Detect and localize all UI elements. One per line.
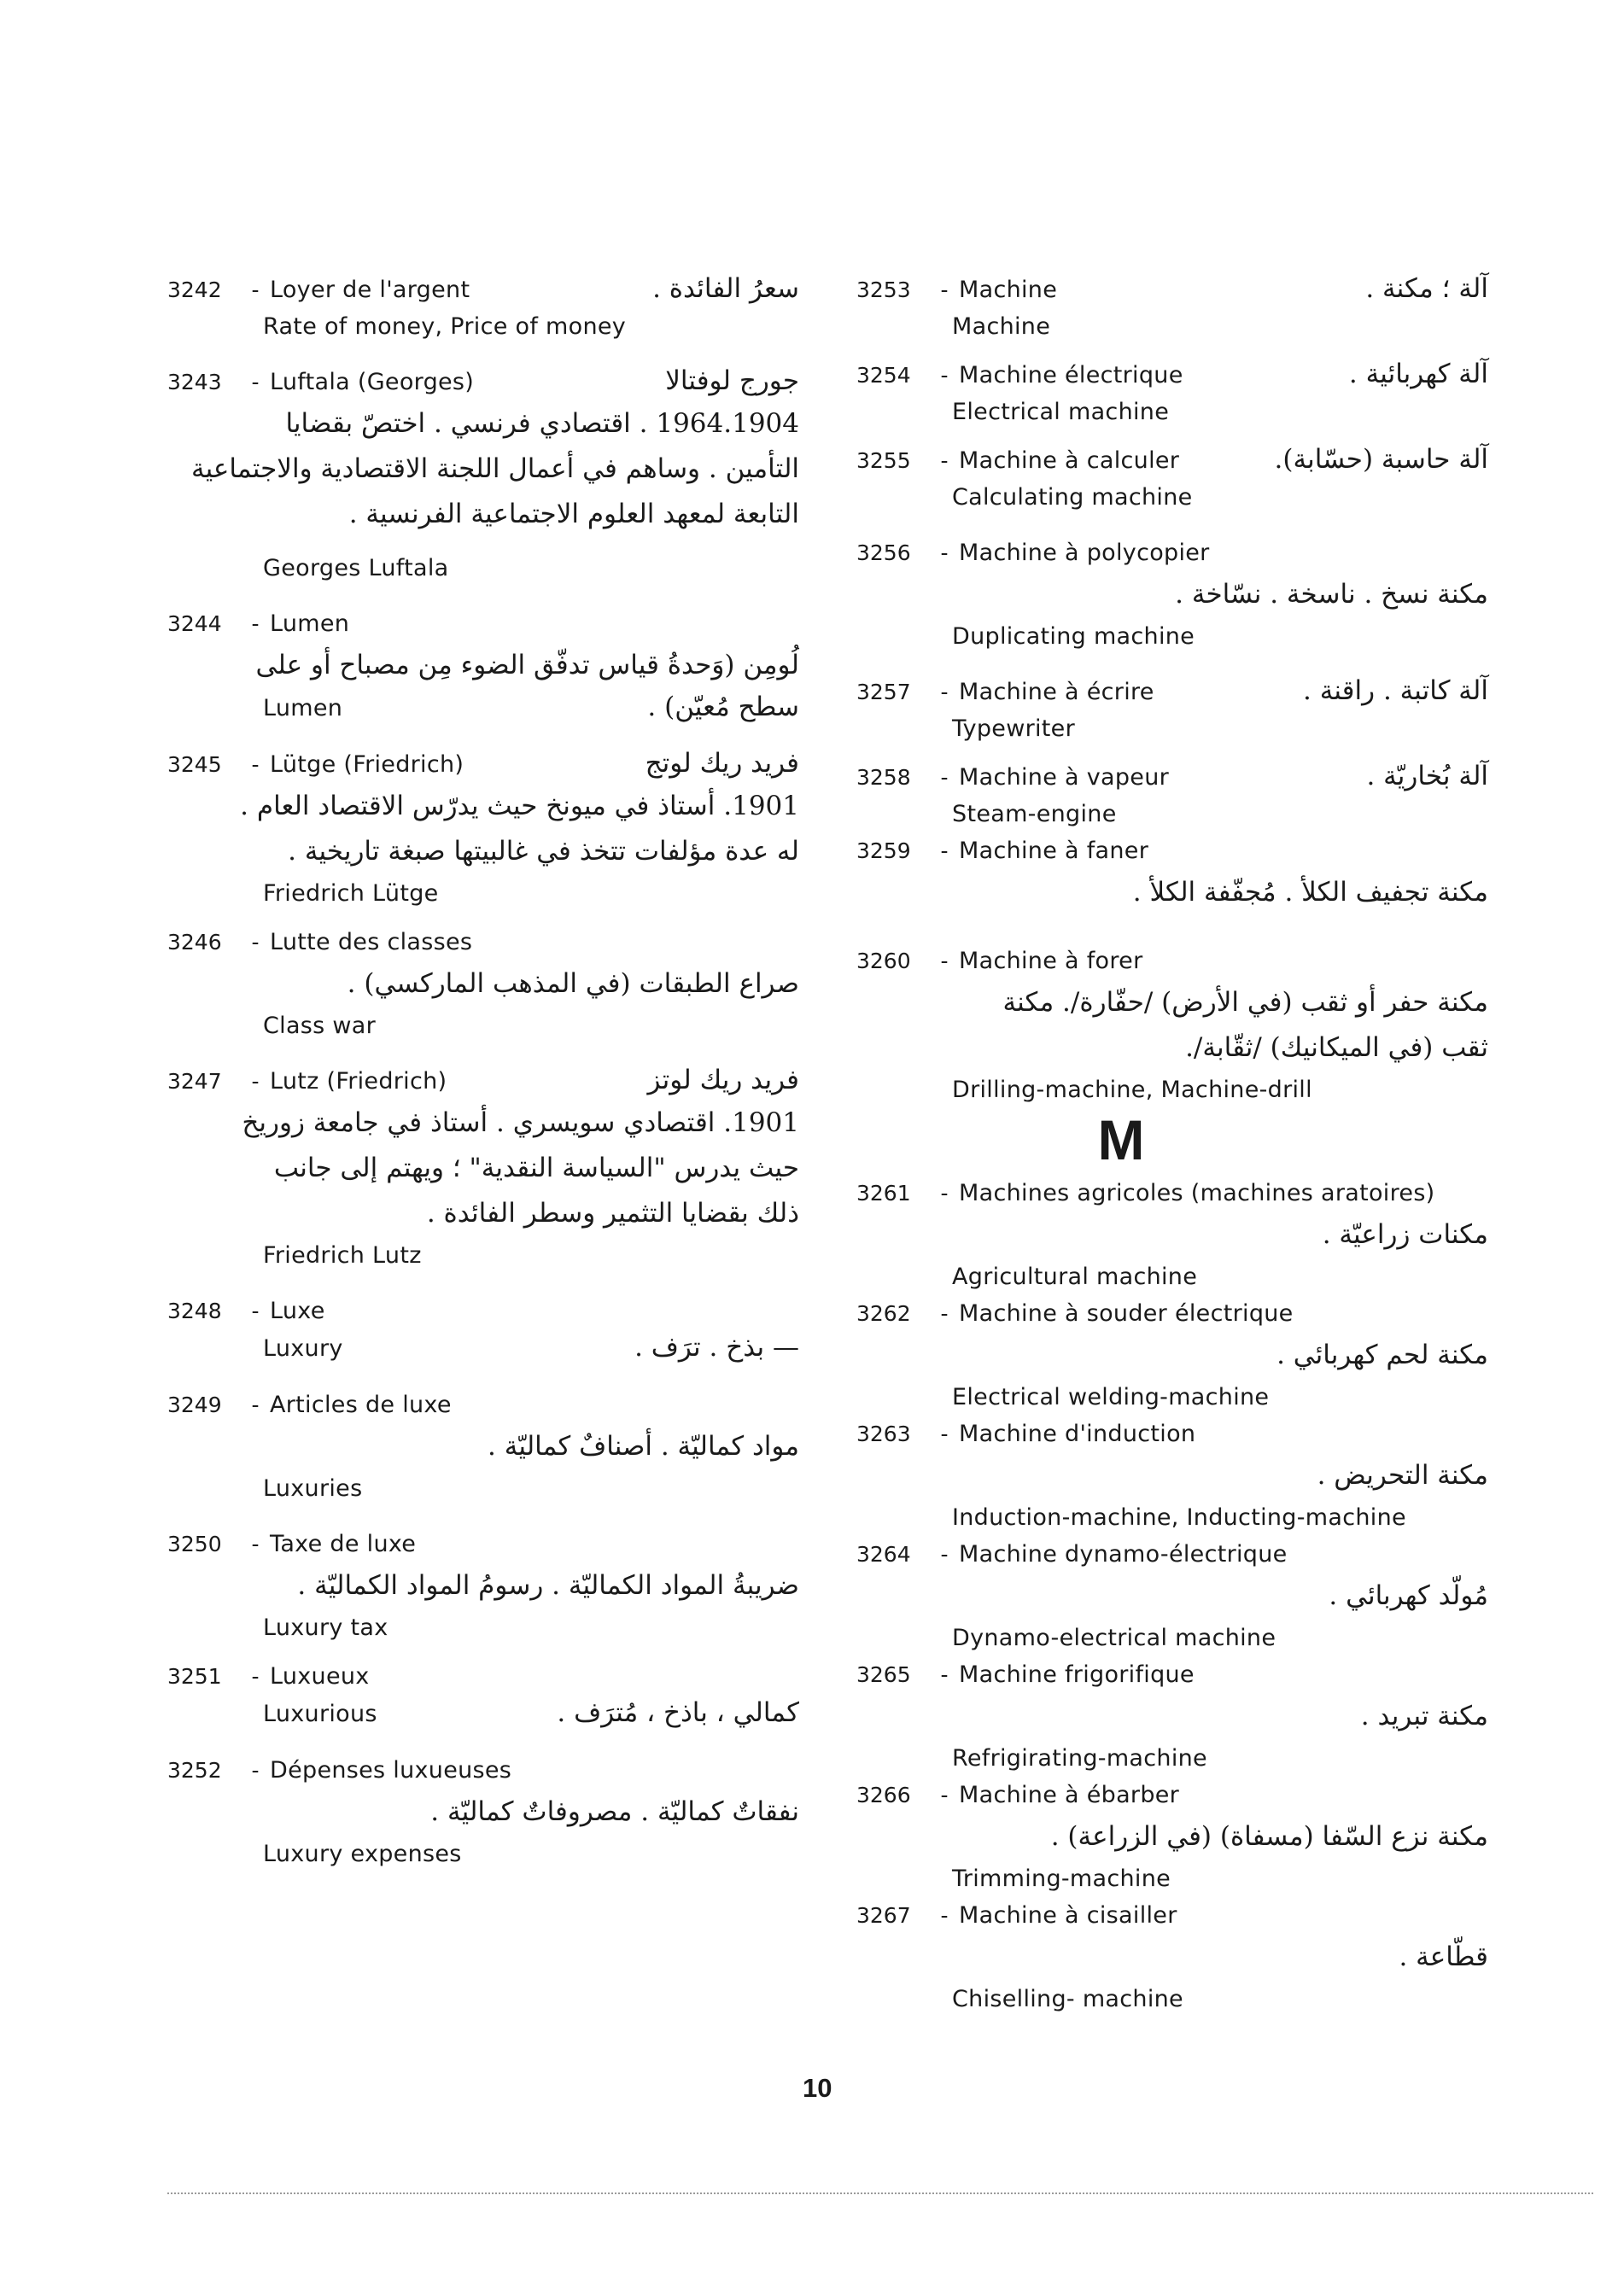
entry-term: Articles de luxe bbox=[270, 1392, 452, 1418]
arabic-gloss: آلة كاتبة . راقنة . bbox=[1303, 675, 1488, 706]
english-translation: Typewriter bbox=[952, 715, 1075, 742]
english-translation: Electrical welding-machine bbox=[952, 1384, 1270, 1410]
arabic-description-line: ذلك بقضايا التثمير وسطر الفائدة . bbox=[426, 1198, 799, 1229]
entry-number: 3249 bbox=[167, 1393, 222, 1417]
entry-3243: 3243 - Luftala (Georges) جورج لوفتالا 1964.1904 . اقتصادي فرنسي . اختصّ بقضايا التأمين . وساهم في أعمال اللجنة الاقتصادية والاجتماعية التابعة لمعهد العلوم الاجتماعية الفرنسية . Georges Luftala bbox=[167, 364, 799, 587]
entry-number: 3243 bbox=[167, 370, 222, 394]
english-translation: Agricultural machine bbox=[952, 1264, 1198, 1290]
arabic-description-line: مكنة نزع السّفا (مسفاة) (في الزراعة) . bbox=[1050, 1821, 1488, 1852]
page-number: 10 bbox=[803, 2073, 832, 2103]
arabic-description-line: قطّاعة . bbox=[1399, 1941, 1488, 1972]
entry-number: 3242 bbox=[167, 277, 222, 302]
entry-term: Machine à calculer bbox=[959, 447, 1180, 474]
arabic-description-line: التأمين . وساهم في أعمال اللجنة الاقتصادية والاجتماعية bbox=[190, 453, 799, 484]
entry-number: 3257 bbox=[856, 680, 911, 704]
entry-number: 3255 bbox=[856, 448, 911, 473]
entry-term: Lütge (Friedrich) bbox=[270, 751, 464, 778]
english-translation: Refrigirating-machine bbox=[952, 1745, 1207, 1772]
arabic-description-line: حيث يدرس "السياسة النقدية" ؛ ويهتم إلى جانب bbox=[273, 1153, 799, 1183]
entry-number: 3244 bbox=[167, 611, 222, 636]
english-translation: Friedrich Lütge bbox=[263, 880, 439, 907]
section-letter: M bbox=[1097, 1108, 1145, 1171]
entry-3266: 3266 - Machine à ébarber مكنة نزع السّفا (مسفاة) (في الزراعة) . Trimming-machine bbox=[856, 1777, 1488, 1897]
entry-3265: 3265 - Machine frigorifique مكنة تبريد . Refrigirating-machine bbox=[856, 1656, 1488, 1777]
entry-number: 3260 bbox=[856, 949, 911, 973]
entry-number: 3258 bbox=[856, 765, 911, 790]
entry-term: Lumen bbox=[270, 610, 350, 637]
entry-number: 3254 bbox=[856, 363, 911, 388]
right-column bbox=[856, 272, 1488, 2017]
arabic-description-line: 1901. اقتصادي سويسري . أستاذ في جامعة زوريخ bbox=[242, 1107, 799, 1138]
english-translation: Friedrich Lutz bbox=[263, 1242, 422, 1269]
arabic-description-line: مكنات زراعيّة . bbox=[1322, 1219, 1488, 1250]
entry-3245: 3245 - Lütge (Friedrich) فريد ريك لوتج 1901. أستاذ في ميونخ حيث يدرّس الاقتصاد العام . له عدة مؤلفات تتخذ في غالبيتها صبغة تاريخية . Friedrich Lütge bbox=[167, 746, 799, 912]
arabic-gloss: سعرُ الفائدة . bbox=[652, 273, 799, 304]
arabic-description-line: له عدة مؤلفات تتخذ في غالبيتها صبغة تاريخية . bbox=[288, 836, 799, 867]
entry-term: Taxe de luxe bbox=[270, 1531, 417, 1557]
entry-number: 3253 bbox=[856, 277, 911, 302]
arabic-gloss: — بذخ . ترَف . bbox=[634, 1332, 799, 1363]
english-translation: Luxuries bbox=[263, 1475, 363, 1502]
english-translation: Rate of money, Price of money bbox=[263, 313, 627, 340]
entry-3244: 3244 - Lumen لُومِن (وَحدةُ قياس تدفّق الضوء مِن مصباح أو على Lumen سطح مُعيّن) . bbox=[167, 605, 799, 727]
entry-number: 3266 bbox=[856, 1783, 911, 1807]
english-translation: Luxury bbox=[263, 1335, 343, 1362]
entry-3263: 3263 - Machine d'induction مكنة التحريض . Induction-machine, Inducting-machine bbox=[856, 1416, 1488, 1536]
entry-number: 3256 bbox=[856, 540, 911, 565]
arabic-gloss: آلة بُخاريّة . bbox=[1366, 761, 1488, 791]
arabic-description-line: مكنة حفر أو ثقب (في الأرض) /حفّارة/. مكنة bbox=[1002, 987, 1488, 1018]
entry-term: Machines agricoles (machines aratoires) bbox=[959, 1180, 1435, 1206]
arabic-description-line: ثقب (في الميكانيك) /ثقّابة/. bbox=[1185, 1032, 1488, 1063]
english-translation: Calculating machine bbox=[952, 484, 1193, 511]
entry-3256: 3256 - Machine à polycopier مكنة نسخ . ناسخة . نسّاخة . Duplicating machine bbox=[856, 534, 1488, 655]
entry-3253: 3253 - Machine آلة ؛ مكنة . Machine bbox=[856, 272, 1488, 345]
entry-term: Machine à vapeur bbox=[959, 764, 1170, 791]
arabic-description-line: ضريبةُ المواد الكماليّة . رسومُ المواد الكماليّة . bbox=[297, 1570, 799, 1601]
entry-3258: 3258 - Machine à vapeur آلة بُخاريّة . Steam-engine bbox=[856, 759, 1488, 832]
entry-term: Loyer de l'argent bbox=[270, 277, 470, 303]
arabic-gloss: سطح مُعيّن) . bbox=[647, 692, 799, 722]
entry-term: Machine bbox=[959, 277, 1058, 303]
entry-term: Machine à cisailler bbox=[959, 1902, 1177, 1929]
english-translation: Luxurious bbox=[263, 1701, 377, 1727]
entry-3251: 3251 - Luxueux Luxurious كمالي ، باذخ ، مُترَف . bbox=[167, 1658, 799, 1733]
arabic-description-line: 1964.1904 . اقتصادي فرنسي . اختصّ بقضايا bbox=[285, 408, 799, 439]
english-translation: Drilling-machine, Machine-drill bbox=[952, 1077, 1312, 1103]
english-translation: Machine bbox=[952, 313, 1051, 340]
arabic-description-line: مُولّد كهربائي . bbox=[1329, 1580, 1488, 1611]
english-translation: Chiselling- machine bbox=[952, 1986, 1183, 2012]
entry-3257: 3257 - Machine à écrire آلة كاتبة . راقنة . Typewriter bbox=[856, 674, 1488, 747]
entry-term: Lutte des classes bbox=[270, 929, 473, 955]
left-column bbox=[167, 272, 799, 1872]
english-translation: Duplicating machine bbox=[952, 623, 1195, 650]
arabic-description-line: صراع الطبقات (في المذهب الماركسي) . bbox=[347, 968, 799, 999]
arabic-gloss: فريد ريك لوتج bbox=[645, 748, 799, 779]
entry-3261: 3261 - Machines agricoles (machines aratoires) مكنات زراعيّة . Agricultural machine bbox=[856, 1175, 1488, 1295]
entry-3249: 3249 - Articles de luxe مواد كماليّة . أصنافٌ كماليّة . Luxuries bbox=[167, 1387, 799, 1507]
entry-number: 3246 bbox=[167, 930, 222, 955]
entry-term: Luxe bbox=[270, 1298, 325, 1324]
entry-term: Dépenses luxueuses bbox=[270, 1757, 512, 1784]
entry-number: 3248 bbox=[167, 1299, 222, 1323]
arabic-gloss: فريد ريك لوتز bbox=[647, 1065, 799, 1095]
english-translation: Trimming-machine bbox=[952, 1866, 1171, 1892]
english-translation: Luxury expenses bbox=[263, 1841, 462, 1867]
entry-3246: 3246 - Lutte des classes صراع الطبقات (في المذهب الماركسي) . Class war bbox=[167, 924, 799, 1044]
arabic-description-line: لُومِن (وَحدةُ قياس تدفّق الضوء مِن مصباح أو على bbox=[255, 650, 799, 680]
entry-3260: 3260 - Machine à forer مكنة حفر أو ثقب (في الأرض) /حفّارة/. مكنة ثقب (في الميكانيك) /ثقّابة/. Drilling-machine, Machine-drill bbox=[856, 943, 1488, 1108]
english-translation: Dynamo-electrical machine bbox=[952, 1625, 1276, 1651]
entry-3248: 3248 - Luxe Luxury — بذخ . ترَف . bbox=[167, 1293, 799, 1368]
entry-3254: 3254 - Machine électrique آلة كهربائية . Electrical machine bbox=[856, 357, 1488, 430]
arabic-gloss: آلة كهربائية . bbox=[1348, 359, 1488, 389]
entry-number: 3263 bbox=[856, 1422, 911, 1446]
entry-term: Machine à écrire bbox=[959, 679, 1154, 705]
english-translation: Class war bbox=[263, 1013, 377, 1039]
entry-term: Machine à polycopier bbox=[959, 540, 1210, 566]
entry-term: Luftala (Georges) bbox=[270, 369, 475, 395]
entry-number: 3265 bbox=[856, 1662, 911, 1687]
arabic-description-line: التابعة لمعهد العلوم الاجتماعية الفرنسية . bbox=[348, 499, 799, 529]
english-translation: Lumen bbox=[263, 695, 343, 721]
entry-number: 3262 bbox=[856, 1301, 911, 1326]
arabic-description-line: مكنة تبريد . bbox=[1360, 1701, 1488, 1731]
arabic-gloss: كمالي ، باذخ ، مُترَف . bbox=[557, 1697, 799, 1728]
english-translation: Georges Luftala bbox=[263, 555, 449, 581]
arabic-description-line: مكنة لحم كهربائي . bbox=[1276, 1340, 1488, 1370]
arabic-gloss: آلة حاسبة (حسّابة). bbox=[1274, 444, 1488, 475]
entry-term: Machine électrique bbox=[959, 362, 1183, 388]
arabic-description-line: مواد كماليّة . أصنافٌ كماليّة . bbox=[488, 1431, 799, 1462]
english-translation: Luxury tax bbox=[263, 1614, 388, 1641]
english-translation: Electrical machine bbox=[952, 399, 1170, 425]
entry-number: 3251 bbox=[167, 1664, 222, 1689]
arabic-description-line: 1901. أستاذ في ميونخ حيث يدرّس الاقتصاد العام . bbox=[240, 791, 799, 821]
entry-number: 3245 bbox=[167, 752, 222, 777]
entry-term: Machine à ébarber bbox=[959, 1782, 1180, 1808]
entry-number: 3247 bbox=[167, 1069, 222, 1094]
arabic-description-line: مكنة التحريض . bbox=[1317, 1460, 1488, 1491]
entry-3250: 3250 - Taxe de luxe ضريبةُ المواد الكماليّة . رسومُ المواد الكماليّة . Luxury tax bbox=[167, 1526, 799, 1646]
entry-term: Machine à faner bbox=[959, 838, 1149, 864]
entry-term: Machine frigorifique bbox=[959, 1661, 1195, 1688]
entry-number: 3261 bbox=[856, 1181, 911, 1206]
entry-3247: 3247 - Lutz (Friedrich) فريد ريك لوتز 1901. اقتصادي سويسري . أستاذ في جامعة زوريخ حيث يدرس "السياسة النقدية" ؛ ويهتم إلى جانب ذلك بقضايا التثمير وسطر الفائدة . Friedrich Lutz bbox=[167, 1063, 799, 1274]
arabic-description-line: مكنة نسخ . ناسخة . نسّاخة . bbox=[1175, 579, 1488, 610]
english-translation: Steam-engine bbox=[952, 801, 1117, 827]
entry-term: Machine dynamo-électrique bbox=[959, 1541, 1288, 1568]
arabic-gloss: آلة ؛ مكنة . bbox=[1365, 273, 1488, 304]
arabic-description-line: نفقاتٌ كماليّة . مصروفاتٌ كماليّة . bbox=[430, 1796, 799, 1827]
entry-term: Machine à souder électrique bbox=[959, 1300, 1294, 1327]
entry-3267: 3267 - Machine à cisailler قطّاعة . Chiselling- machine bbox=[856, 1897, 1488, 2017]
entry-number: 3252 bbox=[167, 1758, 222, 1783]
entry-number: 3259 bbox=[856, 838, 911, 863]
entry-3255: 3255 - Machine à calculer آلة حاسبة (حسّابة). Calculating machine bbox=[856, 442, 1488, 516]
arabic-gloss: جورج لوفتالا bbox=[665, 365, 799, 396]
entry-term: Lutz (Friedrich) bbox=[270, 1068, 447, 1095]
entry-3264: 3264 - Machine dynamo-électrique مُولّد كهربائي . Dynamo-electrical machine bbox=[856, 1536, 1488, 1656]
entry-number: 3250 bbox=[167, 1532, 222, 1556]
entry-term: Machine à forer bbox=[959, 948, 1143, 974]
entry-number: 3267 bbox=[856, 1903, 911, 1928]
arabic-description-line: مكنة تجفيف الكلأ . مُجفّفة الكلأ . bbox=[1132, 877, 1488, 908]
english-translation: Induction-machine, Inducting-machine bbox=[952, 1504, 1406, 1531]
entry-term: Luxueux bbox=[270, 1663, 370, 1690]
bottom-scan-dots bbox=[167, 2192, 1593, 2194]
entry-3262: 3262 - Machine à souder électrique مكنة لحم كهربائي . Electrical welding-machine bbox=[856, 1295, 1488, 1416]
entry-3259: 3259 - Machine à faner مكنة تجفيف الكلأ . مُجفّفة الكلأ . bbox=[856, 832, 1488, 914]
entry-3242: 3242 - Loyer de l'argent سعرُ الفائدة . Rate of money, Price of money bbox=[167, 272, 799, 345]
entry-3252: 3252 - Dépenses luxueuses نفقاتٌ كماليّة . مصروفاتٌ كماليّة . Luxury expenses bbox=[167, 1752, 799, 1872]
entry-number: 3264 bbox=[856, 1542, 911, 1567]
entry-term: Machine d'induction bbox=[959, 1421, 1196, 1447]
